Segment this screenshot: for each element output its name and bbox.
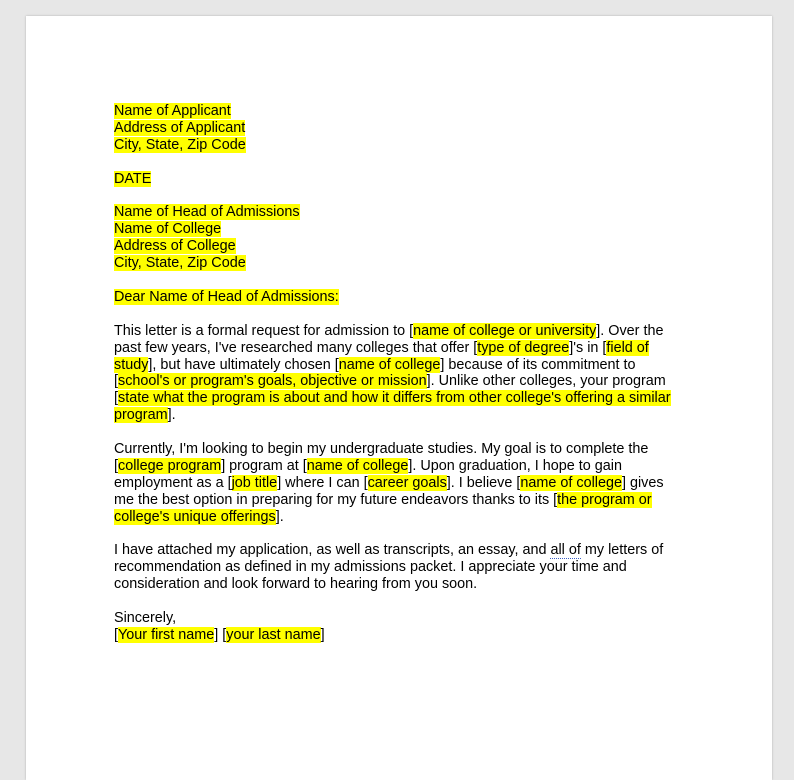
placeholder-type-of-degree: type of degree	[477, 339, 570, 356]
placeholder-unique-offerings: the program or	[557, 491, 652, 508]
placeholder-program-description-cont: program	[114, 407, 168, 424]
placeholder-name-of-college: name of college	[306, 457, 409, 474]
text-run: Currently, I'm looking to begin my undergraduate studies. My goal is to complete the	[114, 441, 649, 458]
sender-block	[114, 103, 694, 154]
text-run: consideration and look forward to hearing from you soon.	[114, 576, 478, 593]
sender-city-state-zip: City, State, Zip Code	[114, 136, 246, 153]
text-run: [	[114, 390, 118, 407]
signature-block	[114, 610, 694, 644]
paragraph-closing	[114, 542, 694, 593]
placeholder-program-description: state what the program is about and how it differs from other college's offering a similar	[118, 390, 671, 407]
salutation-block	[114, 289, 694, 306]
text-run: my letters of	[580, 542, 664, 559]
text-run: ]. I believe [	[446, 474, 521, 491]
placeholder-college-or-university: name of college or university	[413, 322, 597, 339]
text-run: ]. Over the	[596, 322, 664, 339]
text-run: [	[114, 457, 118, 474]
letter-body[interactable]	[114, 103, 694, 644]
text-run: ].	[167, 407, 176, 424]
placeholder-career-goals: career goals	[367, 474, 447, 491]
placeholder-first-name: Your first name	[118, 626, 215, 643]
text-run: ]. Unlike other colleges, your program	[426, 373, 666, 390]
text-run: ] program at [	[221, 457, 307, 474]
text-run: ] where I can [	[277, 474, 368, 491]
placeholder-name-of-college: name of college	[338, 356, 441, 373]
text-run: past few years, I've researched many colleges that offer [	[114, 339, 478, 356]
date-block	[114, 171, 694, 188]
text-run: ] [	[214, 626, 227, 643]
text-run: This letter is a formal request for admission to [	[114, 322, 414, 339]
salutation: Dear Name of Head of Admissions:	[114, 288, 339, 305]
placeholder-college-program: college program	[118, 457, 222, 474]
placeholder-name-of-college: name of college	[520, 474, 622, 491]
placeholder-field-of-study: field of	[606, 339, 649, 356]
text-run: ] gives	[621, 474, 664, 491]
recipient-city-state-zip: City, State, Zip Code	[114, 255, 246, 272]
placeholder-field-of-study-cont: study	[114, 356, 149, 373]
text-run: ]'s in [	[569, 339, 607, 356]
text-run: ] because of its commitment to	[440, 356, 636, 373]
recipient-college: Name of College	[114, 221, 222, 238]
letter-date: DATE	[114, 170, 152, 187]
document-page[interactable]	[26, 16, 772, 780]
sender-address: Address of Applicant	[114, 119, 246, 136]
text-run: [	[114, 373, 118, 390]
placeholder-last-name: your last name	[226, 626, 321, 643]
text-run: have ultimately chosen [	[180, 356, 339, 373]
grammar-flagged-text[interactable]: ], but	[148, 356, 181, 373]
text-run: me the best option in preparing for my future endeavors thanks to its [	[114, 491, 558, 508]
placeholder-unique-offerings-cont: college's unique offerings	[114, 508, 276, 525]
text-run: ]. Upon graduation, I hope to gain	[408, 457, 622, 474]
placeholder-program-goals: school's or program's goals, objective or mission	[118, 373, 427, 390]
placeholder-job-title: job title	[231, 474, 278, 491]
text-run: [	[114, 626, 118, 643]
text-run: recommendation as defined in my admissions packet. I appreciate your time and	[114, 559, 627, 576]
paragraph-goals	[114, 441, 694, 526]
paragraph-intro	[114, 323, 694, 424]
text-run: I have attached my application, as well as transcripts, an essay, and	[114, 542, 551, 559]
text-run: ].	[275, 508, 284, 525]
recipient-block	[114, 204, 694, 272]
sender-name: Name of Applicant	[114, 103, 231, 119]
text-run: ]	[320, 626, 325, 643]
recipient-name: Name of Head of Admissions	[114, 204, 300, 221]
spellcheck-flagged-text[interactable]: all of	[550, 542, 581, 559]
text-run: employment as a [	[114, 474, 232, 491]
recipient-address: Address of College	[114, 238, 236, 255]
closing: Sincerely,	[114, 610, 177, 627]
